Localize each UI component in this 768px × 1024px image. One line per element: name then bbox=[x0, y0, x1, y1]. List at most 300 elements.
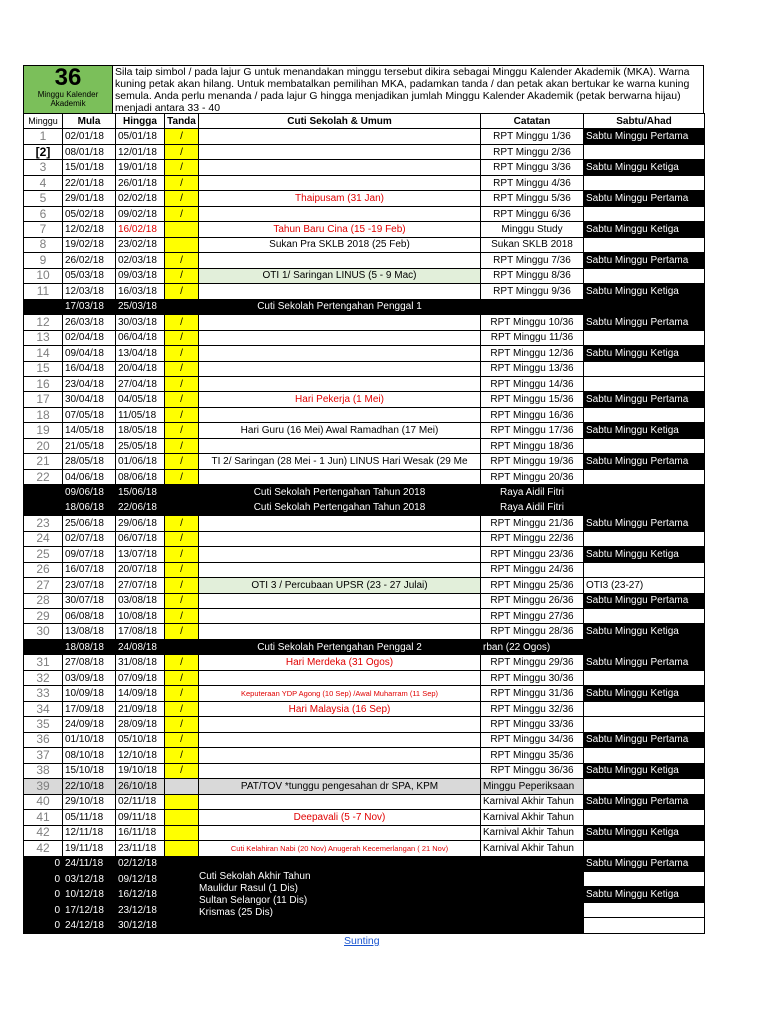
tanda-cell[interactable]: / bbox=[165, 578, 199, 593]
sabtu-cell bbox=[584, 639, 705, 654]
tanda-cell bbox=[165, 918, 199, 933]
catatan-cell: RPT Minggu 1/36 bbox=[481, 129, 584, 144]
week-number-cell: 21 bbox=[24, 454, 63, 469]
end-date-cell: 10/08/18 bbox=[116, 609, 165, 624]
academic-calendar-sheet bbox=[23, 65, 704, 934]
end-date-cell: 28/09/18 bbox=[116, 717, 165, 732]
event-cell bbox=[199, 407, 481, 422]
tanda-cell[interactable]: / bbox=[165, 732, 199, 747]
start-date-cell: 15/10/18 bbox=[63, 763, 116, 778]
week-row bbox=[24, 547, 705, 562]
week-row bbox=[24, 469, 705, 484]
catatan-cell: Minggu Study bbox=[481, 222, 584, 237]
week-number-cell: 29 bbox=[24, 609, 63, 624]
event-cell bbox=[199, 469, 481, 484]
week-number-cell: 3 bbox=[24, 160, 63, 175]
week-number-cell: 20 bbox=[24, 438, 63, 453]
tanda-cell[interactable]: / bbox=[165, 469, 199, 484]
catatan-cell: Karnival Akhir Tahun bbox=[481, 794, 584, 809]
start-date-cell: 17/03/18 bbox=[63, 299, 116, 314]
week-row bbox=[24, 732, 705, 747]
week-number-cell: 32 bbox=[24, 670, 63, 685]
start-date-cell: 13/08/18 bbox=[63, 624, 116, 639]
week-number-cell bbox=[24, 500, 63, 515]
week-number-cell: 16 bbox=[24, 376, 63, 391]
week-number-cell: 7 bbox=[24, 222, 63, 237]
tanda-cell[interactable]: / bbox=[165, 392, 199, 407]
event-cell bbox=[199, 825, 481, 840]
event-cell bbox=[199, 547, 481, 562]
start-date-cell: 14/05/18 bbox=[63, 423, 116, 438]
tanda-cell[interactable]: / bbox=[165, 175, 199, 190]
tanda-cell[interactable]: / bbox=[165, 454, 199, 469]
start-date-cell: 10/12/18 bbox=[63, 887, 116, 902]
tanda-cell[interactable]: / bbox=[165, 763, 199, 778]
catatan-cell: RPT Minggu 12/36 bbox=[481, 346, 584, 361]
end-date-cell: 08/06/18 bbox=[116, 469, 165, 484]
holiday-event-cell: Cuti Sekolah Pertengahan Penggal 2 bbox=[199, 639, 481, 654]
event-cell: PAT/TOV *tunggu pengesahan dr SPA, KPM bbox=[199, 779, 481, 794]
sabtu-cell bbox=[584, 841, 705, 856]
end-date-cell: 30/12/18 bbox=[116, 918, 165, 933]
event-cell bbox=[199, 330, 481, 345]
sabtu-cell: Sabtu Minggu Pertama bbox=[584, 191, 705, 206]
end-date-cell: 05/10/18 bbox=[116, 732, 165, 747]
end-date-cell: 06/07/18 bbox=[116, 531, 165, 546]
week-row bbox=[24, 222, 705, 237]
week-number-cell: 35 bbox=[24, 717, 63, 732]
tanda-cell[interactable]: / bbox=[165, 701, 199, 716]
event-cell bbox=[199, 670, 481, 685]
catatan-cell bbox=[481, 299, 584, 314]
sabtu-cell: Sabtu Minggu Ketiga bbox=[584, 346, 705, 361]
week-row bbox=[24, 160, 705, 175]
week-row bbox=[24, 624, 705, 639]
end-date-cell: 09/03/18 bbox=[116, 268, 165, 283]
week-number-cell: 37 bbox=[24, 748, 63, 763]
event-cell bbox=[199, 562, 481, 577]
end-date-cell: 27/04/18 bbox=[116, 376, 165, 391]
catatan-cell: RPT Minggu 30/36 bbox=[481, 670, 584, 685]
start-date-cell: 17/09/18 bbox=[63, 701, 116, 716]
tanda-cell[interactable]: / bbox=[165, 315, 199, 330]
event-cell bbox=[199, 531, 481, 546]
event-cell bbox=[199, 438, 481, 453]
week-number-cell: 17 bbox=[24, 392, 63, 407]
end-date-cell: 27/07/18 bbox=[116, 578, 165, 593]
tanda-cell[interactable] bbox=[165, 825, 199, 840]
sabtu-cell bbox=[584, 407, 705, 422]
year-end-note: Cuti Sekolah Akhir Tahun bbox=[199, 870, 311, 882]
holiday-break-row bbox=[24, 485, 705, 500]
tanda-cell[interactable] bbox=[165, 794, 199, 809]
week-number-cell: [2] bbox=[24, 144, 63, 159]
end-date-cell: 21/09/18 bbox=[116, 701, 165, 716]
tanda-cell[interactable]: / bbox=[165, 330, 199, 345]
end-date-cell: 25/05/18 bbox=[116, 438, 165, 453]
week-row bbox=[24, 346, 705, 361]
week-row bbox=[24, 376, 705, 391]
year-end-note: Krismas (25 Dis) bbox=[199, 906, 273, 918]
end-date-cell: 25/03/18 bbox=[116, 299, 165, 314]
sabtu-cell bbox=[584, 376, 705, 391]
edit-link[interactable]: Sunting bbox=[344, 935, 380, 947]
end-date-cell: 05/01/18 bbox=[116, 129, 165, 144]
week-row bbox=[24, 191, 705, 206]
start-date-cell: 15/01/18 bbox=[63, 160, 116, 175]
week-row bbox=[24, 268, 705, 283]
holiday-break-row bbox=[24, 500, 705, 515]
year-end-note: Sultan Selangor (11 Dis) bbox=[199, 894, 308, 906]
week-number-cell: 1 bbox=[24, 129, 63, 144]
sabtu-cell: Sabtu Minggu Pertama bbox=[584, 794, 705, 809]
start-date-cell: 16/04/18 bbox=[63, 361, 116, 376]
sabtu-cell: Sabtu Minggu Ketiga bbox=[584, 423, 705, 438]
catatan-cell: RPT Minggu 20/36 bbox=[481, 469, 584, 484]
sabtu-cell bbox=[584, 562, 705, 577]
tanda-cell[interactable]: / bbox=[165, 686, 199, 701]
catatan-cell: RPT Minggu 35/36 bbox=[481, 748, 584, 763]
catatan-cell: RPT Minggu 19/36 bbox=[481, 454, 584, 469]
start-date-cell: 04/06/18 bbox=[63, 469, 116, 484]
start-date-cell: 19/11/18 bbox=[63, 841, 116, 856]
catatan-cell: RPT Minggu 6/36 bbox=[481, 206, 584, 221]
sabtu-cell bbox=[584, 748, 705, 763]
catatan-cell: RPT Minggu 7/36 bbox=[481, 253, 584, 268]
event-cell: Sukan Pra SKLB 2018 (25 Feb) bbox=[199, 237, 481, 252]
tanda-cell[interactable]: / bbox=[165, 361, 199, 376]
sabtu-cell: Sabtu Minggu Pertama bbox=[584, 129, 705, 144]
sabtu-cell bbox=[584, 670, 705, 685]
start-date-cell: 29/01/18 bbox=[63, 191, 116, 206]
end-date-cell: 31/08/18 bbox=[116, 655, 165, 670]
end-date-cell: 02/11/18 bbox=[116, 794, 165, 809]
col-header-mula: Mula bbox=[63, 114, 116, 129]
tanda-cell[interactable]: / bbox=[165, 593, 199, 608]
end-date-cell: 23/11/18 bbox=[116, 841, 165, 856]
end-date-cell: 16/02/18 bbox=[116, 222, 165, 237]
end-date-cell: 20/04/18 bbox=[116, 361, 165, 376]
week-row bbox=[24, 175, 705, 190]
start-date-cell: 21/05/18 bbox=[63, 438, 116, 453]
sabtu-cell: Sabtu Minggu Ketiga bbox=[584, 284, 705, 299]
holiday-event-cell: Cuti Sekolah Pertengahan Tahun 2018 bbox=[199, 485, 481, 500]
catatan-cell: RPT Minggu 22/36 bbox=[481, 531, 584, 546]
start-date-cell: 27/08/18 bbox=[63, 655, 116, 670]
end-date-cell: 19/10/18 bbox=[116, 763, 165, 778]
sabtu-cell: Sabtu Minggu Ketiga bbox=[584, 825, 705, 840]
tanda-cell[interactable]: / bbox=[165, 609, 199, 624]
start-date-cell: 24/09/18 bbox=[63, 717, 116, 732]
sabtu-cell bbox=[584, 175, 705, 190]
week-number-cell: 0 bbox=[24, 856, 63, 871]
week-number-cell: 9 bbox=[24, 253, 63, 268]
event-cell bbox=[199, 361, 481, 376]
week-row bbox=[24, 423, 705, 438]
holiday-event-cell: Cuti Sekolah Pertengahan Tahun 2018 bbox=[199, 500, 481, 515]
end-date-cell: 12/10/18 bbox=[116, 748, 165, 763]
catatan-cell: RPT Minggu 26/36 bbox=[481, 593, 584, 608]
end-date-cell: 16/03/18 bbox=[116, 284, 165, 299]
week-row bbox=[24, 284, 705, 299]
sabtu-cell: Sabtu Minggu Pertama bbox=[584, 315, 705, 330]
end-date-cell: 13/04/18 bbox=[116, 346, 165, 361]
week-row bbox=[24, 531, 705, 546]
week-number-cell: 0 bbox=[24, 871, 63, 886]
start-date-cell: 22/01/18 bbox=[63, 175, 116, 190]
week-number-cell: 19 bbox=[24, 423, 63, 438]
event-cell: Thaipusam (31 Jan) bbox=[199, 191, 481, 206]
event-cell: Hari Guru (16 Mei) Awal Ramadhan (17 Mei) bbox=[199, 423, 481, 438]
tanda-cell[interactable]: / bbox=[165, 191, 199, 206]
sabtu-cell bbox=[584, 268, 705, 283]
week-number-cell: 0 bbox=[24, 918, 63, 933]
sabtu-cell: Sabtu Minggu Pertama bbox=[584, 593, 705, 608]
week-number-cell: 27 bbox=[24, 578, 63, 593]
end-date-cell: 29/06/18 bbox=[116, 516, 165, 531]
tanda-cell[interactable]: / bbox=[165, 407, 199, 422]
week-number-cell: 14 bbox=[24, 346, 63, 361]
catatan-cell: RPT Minggu 36/36 bbox=[481, 763, 584, 778]
tanda-cell[interactable]: / bbox=[165, 547, 199, 562]
catatan-cell: RPT Minggu 18/36 bbox=[481, 438, 584, 453]
holiday-break-row bbox=[24, 639, 705, 654]
sabtu-cell bbox=[584, 299, 705, 314]
week-number-cell: 30 bbox=[24, 624, 63, 639]
sabtu-cell bbox=[584, 206, 705, 221]
week-number-cell: 39 bbox=[24, 779, 63, 794]
end-date-cell: 26/01/18 bbox=[116, 175, 165, 190]
tanda-cell[interactable]: / bbox=[165, 670, 199, 685]
week-row bbox=[24, 748, 705, 763]
week-row bbox=[24, 825, 705, 840]
start-date-cell: 03/09/18 bbox=[63, 670, 116, 685]
tanda-cell[interactable] bbox=[165, 222, 199, 237]
tanda-cell[interactable]: / bbox=[165, 655, 199, 670]
start-date-cell: 03/12/18 bbox=[63, 871, 116, 886]
week-number-cell: 15 bbox=[24, 361, 63, 376]
event-cell: Keputeraan YDP Agong (10 Sep) /Awal Muharram (11 Sep) bbox=[199, 686, 481, 701]
start-date-cell: 09/07/18 bbox=[63, 547, 116, 562]
end-date-cell: 09/12/18 bbox=[116, 871, 165, 886]
end-date-cell: 23/02/18 bbox=[116, 237, 165, 252]
week-row bbox=[24, 392, 705, 407]
sabtu-cell bbox=[584, 918, 705, 933]
catatan-cell: RPT Minggu 13/36 bbox=[481, 361, 584, 376]
tanda-cell[interactable] bbox=[165, 237, 199, 252]
tanda-cell[interactable]: / bbox=[165, 624, 199, 639]
week-row bbox=[24, 438, 705, 453]
catatan-cell: RPT Minggu 24/36 bbox=[481, 562, 584, 577]
week-number-cell: 26 bbox=[24, 562, 63, 577]
week-number-cell bbox=[24, 299, 63, 314]
tanda-cell bbox=[165, 902, 199, 917]
tanda-cell[interactable] bbox=[165, 779, 199, 794]
tanda-cell[interactable] bbox=[165, 810, 199, 825]
start-date-cell: 24/11/18 bbox=[63, 856, 116, 871]
tanda-cell[interactable]: / bbox=[165, 562, 199, 577]
tanda-cell bbox=[165, 887, 199, 902]
sabtu-cell: Sabtu Minggu Ketiga bbox=[584, 160, 705, 175]
sabtu-cell: Sabtu Minggu Ketiga bbox=[584, 887, 705, 902]
start-date-cell: 25/06/18 bbox=[63, 516, 116, 531]
week-row bbox=[24, 578, 705, 593]
holiday-break-row bbox=[24, 299, 705, 314]
weeks-total: 36 bbox=[54, 64, 82, 91]
week-row bbox=[24, 253, 705, 268]
week-row bbox=[24, 361, 705, 376]
start-date-cell: 26/02/18 bbox=[63, 253, 116, 268]
sabtu-cell: Sabtu Minggu Ketiga bbox=[584, 222, 705, 237]
sabtu-cell: Sabtu Minggu Ketiga bbox=[584, 547, 705, 562]
tanda-cell[interactable]: / bbox=[165, 268, 199, 283]
event-cell bbox=[199, 206, 481, 221]
event-cell bbox=[199, 763, 481, 778]
tanda-cell[interactable]: / bbox=[165, 376, 199, 391]
start-date-cell: 19/02/18 bbox=[63, 237, 116, 252]
catatan-cell: RPT Minggu 31/36 bbox=[481, 686, 584, 701]
sabtu-cell bbox=[584, 701, 705, 716]
week-row bbox=[24, 129, 705, 144]
event-cell bbox=[199, 284, 481, 299]
event-cell bbox=[199, 253, 481, 268]
start-date-cell: 28/05/18 bbox=[63, 454, 116, 469]
tanda-cell[interactable] bbox=[165, 841, 199, 856]
sabtu-cell bbox=[584, 500, 705, 515]
tanda-cell[interactable]: / bbox=[165, 423, 199, 438]
start-date-cell: 12/11/18 bbox=[63, 825, 116, 840]
start-date-cell: 12/03/18 bbox=[63, 284, 116, 299]
tanda-cell bbox=[165, 299, 199, 314]
end-date-cell: 16/11/18 bbox=[116, 825, 165, 840]
event-cell bbox=[199, 593, 481, 608]
sabtu-cell bbox=[584, 779, 705, 794]
sabtu-cell: Sabtu Minggu Pertama bbox=[584, 454, 705, 469]
end-date-cell: 26/10/18 bbox=[116, 779, 165, 794]
start-date-cell: 23/07/18 bbox=[63, 578, 116, 593]
end-date-cell: 02/12/18 bbox=[116, 856, 165, 871]
tanda-cell[interactable]: / bbox=[165, 516, 199, 531]
col-header-catatan: Catatan bbox=[481, 114, 584, 129]
event-cell bbox=[199, 160, 481, 175]
week-row bbox=[24, 609, 705, 624]
event-cell bbox=[199, 175, 481, 190]
catatan-cell: RPT Minggu 32/36 bbox=[481, 701, 584, 716]
event-cell bbox=[199, 516, 481, 531]
week-row bbox=[24, 810, 705, 825]
catatan-cell: RPT Minggu 17/36 bbox=[481, 423, 584, 438]
sabtu-cell bbox=[584, 237, 705, 252]
sabtu-cell bbox=[584, 361, 705, 376]
catatan-cell: RPT Minggu 29/36 bbox=[481, 655, 584, 670]
catatan-cell: Karnival Akhir Tahun bbox=[481, 810, 584, 825]
start-date-cell: 30/04/18 bbox=[63, 392, 116, 407]
week-row bbox=[24, 686, 705, 701]
week-number-cell: 42 bbox=[24, 825, 63, 840]
week-number-cell: 40 bbox=[24, 794, 63, 809]
week-number-cell: 31 bbox=[24, 655, 63, 670]
end-date-cell: 01/06/18 bbox=[116, 454, 165, 469]
tanda-cell[interactable]: / bbox=[165, 438, 199, 453]
sabtu-cell bbox=[584, 144, 705, 159]
week-number-cell: 6 bbox=[24, 206, 63, 221]
week-row bbox=[24, 670, 705, 685]
week-number-cell: 41 bbox=[24, 810, 63, 825]
week-row bbox=[24, 763, 705, 778]
tanda-cell[interactable]: / bbox=[165, 284, 199, 299]
start-date-cell: 05/11/18 bbox=[63, 810, 116, 825]
tanda-cell[interactable]: / bbox=[165, 160, 199, 175]
col-header-cuti: Cuti Sekolah & Umum bbox=[199, 114, 481, 129]
end-date-cell: 12/01/18 bbox=[116, 144, 165, 159]
tanda-cell[interactable]: / bbox=[165, 531, 199, 546]
instruction-note: Sila taip simbol / pada lajur G untuk menandakan minggu tersebut dikira sebagai Minggu Kalender Akademik (MKA). Warna kuning petak akan hilang. Untuk membatalkan pemilihan MKA, padamkan tanda / dan petak akan bertukar ke warna kuning semula. Anda perlu menanda / pada lajur G hingga menjadikan jumlah Minggu Kalender Akademik (petak berwarna hijau) menjadi antara 33 - 40 bbox=[115, 66, 690, 113]
sabtu-cell: Sabtu Minggu Ketiga bbox=[584, 763, 705, 778]
catatan-cell: RPT Minggu 2/36 bbox=[481, 144, 584, 159]
sabtu-cell bbox=[584, 810, 705, 825]
tanda-cell[interactable]: / bbox=[165, 144, 199, 159]
tanda-cell[interactable]: / bbox=[165, 346, 199, 361]
event-cell bbox=[199, 346, 481, 361]
week-row bbox=[24, 701, 705, 716]
sabtu-cell: Sabtu Minggu Ketiga bbox=[584, 624, 705, 639]
week-number-cell: 23 bbox=[24, 516, 63, 531]
tanda-cell[interactable]: / bbox=[165, 129, 199, 144]
end-date-cell: 11/05/18 bbox=[116, 407, 165, 422]
start-date-cell: 30/07/18 bbox=[63, 593, 116, 608]
week-row bbox=[24, 655, 705, 670]
week-number-cell: 38 bbox=[24, 763, 63, 778]
start-date-cell: 22/10/18 bbox=[63, 779, 116, 794]
start-date-cell: 02/01/18 bbox=[63, 129, 116, 144]
start-date-cell: 02/04/18 bbox=[63, 330, 116, 345]
catatan-cell: Sukan SKLB 2018 bbox=[481, 237, 584, 252]
end-date-cell: 22/06/18 bbox=[116, 500, 165, 515]
week-row bbox=[24, 237, 705, 252]
week-number-cell: 34 bbox=[24, 701, 63, 716]
week-number-cell: 36 bbox=[24, 732, 63, 747]
catatan-cell bbox=[481, 856, 584, 933]
week-number-cell: 8 bbox=[24, 237, 63, 252]
start-date-cell: 05/03/18 bbox=[63, 268, 116, 283]
end-date-cell: 20/07/18 bbox=[116, 562, 165, 577]
start-date-cell: 16/07/18 bbox=[63, 562, 116, 577]
week-number-cell: 12 bbox=[24, 315, 63, 330]
table-header-row bbox=[24, 114, 705, 129]
week-number-cell: 42 bbox=[24, 841, 63, 856]
sabtu-cell bbox=[584, 531, 705, 546]
catatan-cell: RPT Minggu 14/36 bbox=[481, 376, 584, 391]
tanda-cell[interactable]: / bbox=[165, 253, 199, 268]
event-cell bbox=[199, 609, 481, 624]
catatan-cell: RPT Minggu 9/36 bbox=[481, 284, 584, 299]
week-number-cell: 0 bbox=[24, 887, 63, 902]
col-header-tanda: Tanda bbox=[165, 114, 199, 129]
week-number-cell: 33 bbox=[24, 686, 63, 701]
start-date-cell: 10/09/18 bbox=[63, 686, 116, 701]
week-number-cell: 18 bbox=[24, 407, 63, 422]
catatan-cell: rban (22 Ogos) bbox=[481, 639, 584, 654]
end-date-cell: 06/04/18 bbox=[116, 330, 165, 345]
sabtu-cell: Sabtu Minggu Pertama bbox=[584, 655, 705, 670]
sabtu-cell: Sabtu Minggu Pertama bbox=[584, 732, 705, 747]
tanda-cell[interactable]: / bbox=[165, 748, 199, 763]
tanda-cell[interactable]: / bbox=[165, 717, 199, 732]
tanda-cell bbox=[165, 500, 199, 515]
start-date-cell: 09/06/18 bbox=[63, 485, 116, 500]
week-number-cell: 13 bbox=[24, 330, 63, 345]
tanda-cell[interactable]: / bbox=[165, 206, 199, 221]
